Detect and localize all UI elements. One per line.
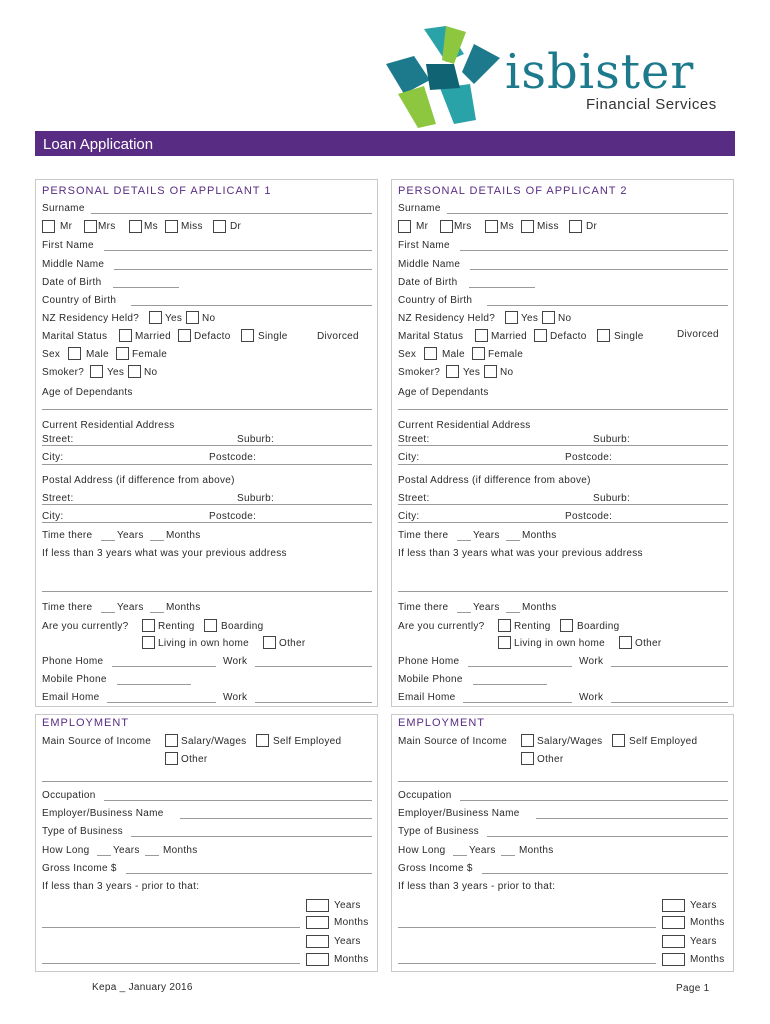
- middle-name-field[interactable]: [470, 269, 728, 270]
- email-home-field[interactable]: [107, 702, 216, 703]
- label: Years: [113, 845, 140, 856]
- title-bar: [35, 131, 735, 156]
- label: Other: [635, 638, 662, 649]
- label: Yes: [521, 313, 539, 324]
- label: Time there: [42, 602, 93, 613]
- employment-1-panel: [35, 714, 378, 972]
- label: Email Home: [42, 692, 100, 703]
- label: Work: [223, 692, 248, 703]
- label: NZ Residency Held?: [398, 313, 496, 324]
- months-field[interactable]: [150, 612, 164, 613]
- label: First Name: [398, 240, 450, 251]
- label: Surname: [42, 203, 85, 214]
- label: Female: [132, 349, 168, 360]
- label: Single: [258, 331, 288, 342]
- label: Years: [117, 530, 144, 541]
- country-field[interactable]: [131, 305, 372, 306]
- label: Dr: [230, 221, 242, 232]
- label: Employer/Business Name: [42, 808, 164, 819]
- label: How Long: [42, 845, 90, 856]
- miss-checkbox[interactable]: [165, 220, 178, 233]
- label: Marital Status: [398, 331, 464, 342]
- label: Boarding: [577, 621, 620, 632]
- email-work-field[interactable]: [255, 702, 372, 703]
- mrs-checkbox[interactable]: [440, 220, 453, 233]
- defacto-checkbox[interactable]: [534, 329, 547, 342]
- label: Country of Birth: [42, 295, 117, 306]
- label: Mr: [60, 221, 73, 232]
- label: City:: [42, 511, 64, 522]
- male-checkbox[interactable]: [424, 347, 437, 360]
- label: No: [144, 367, 158, 378]
- label: City:: [398, 511, 420, 522]
- label: Divorced: [677, 329, 719, 340]
- label: Single: [614, 331, 644, 342]
- how-long-months-field[interactable]: [145, 855, 159, 856]
- label: Street:: [398, 434, 430, 445]
- dob-field[interactable]: [469, 287, 535, 288]
- label: Defacto: [194, 331, 231, 342]
- label: Miss: [537, 221, 559, 232]
- prior-months-box[interactable]: [306, 916, 329, 929]
- married-checkbox[interactable]: [119, 329, 132, 342]
- label: Years: [334, 900, 361, 911]
- label: How Long: [398, 845, 446, 856]
- first-name-field[interactable]: [104, 250, 372, 251]
- prior-months-box[interactable]: [662, 916, 685, 929]
- label: Suburb:: [593, 434, 631, 445]
- label: Are you currently?: [398, 621, 485, 632]
- label: Miss: [181, 221, 203, 232]
- employer-field[interactable]: [180, 818, 372, 819]
- how-long-years-field[interactable]: [97, 855, 111, 856]
- single-checkbox[interactable]: [241, 329, 254, 342]
- label: Occupation: [42, 790, 96, 801]
- occupation-field[interactable]: [104, 800, 372, 801]
- label: If less than 3 years - prior to that:: [42, 881, 200, 892]
- smoker-no-checkbox[interactable]: [484, 365, 497, 378]
- isbister-logo-icon: [384, 24, 502, 128]
- label: Sex: [398, 349, 417, 360]
- previous-address-field[interactable]: [398, 591, 728, 592]
- female-checkbox[interactable]: [472, 347, 485, 360]
- how-long-years-field[interactable]: [453, 855, 467, 856]
- male-checkbox[interactable]: [68, 347, 81, 360]
- label: Suburb:: [237, 493, 275, 504]
- label: Occupation: [398, 790, 452, 801]
- label: Years: [117, 602, 144, 613]
- smoker-yes-checkbox[interactable]: [446, 365, 459, 378]
- label: First Name: [42, 240, 94, 251]
- page-number: Page 1: [676, 983, 710, 994]
- other-checkbox[interactable]: [263, 636, 276, 649]
- nz-yes-checkbox[interactable]: [149, 311, 162, 324]
- label: Current Residential Address: [398, 420, 531, 431]
- label: No: [202, 313, 216, 324]
- label: Other: [181, 754, 208, 765]
- label: Yes: [107, 367, 125, 378]
- label: Male: [86, 349, 109, 360]
- label: If less than 3 years - prior to that:: [398, 881, 556, 892]
- income-other-field[interactable]: [42, 781, 372, 782]
- defacto-checkbox[interactable]: [178, 329, 191, 342]
- label: No: [500, 367, 514, 378]
- other-checkbox[interactable]: [619, 636, 632, 649]
- label: Current Residential Address: [42, 420, 175, 431]
- salary-checkbox[interactable]: [165, 734, 178, 747]
- prior-employer-2-field[interactable]: [398, 963, 656, 964]
- email-home-field[interactable]: [463, 702, 572, 703]
- female-checkbox[interactable]: [116, 347, 129, 360]
- label: Postal Address (if difference from above): [398, 475, 591, 486]
- occupation-field[interactable]: [460, 800, 728, 801]
- phone-work-field[interactable]: [255, 666, 372, 667]
- months-field[interactable]: [150, 540, 164, 541]
- single-checkbox[interactable]: [597, 329, 610, 342]
- label: Self Employed: [273, 736, 342, 747]
- years-field[interactable]: [101, 612, 115, 613]
- label: Years: [469, 845, 496, 856]
- years-field[interactable]: [457, 540, 471, 541]
- label: Street:: [42, 493, 74, 504]
- label: Time there: [398, 602, 449, 613]
- label: Months: [690, 917, 725, 928]
- surname-field[interactable]: [447, 213, 728, 214]
- label: Middle Name: [42, 259, 105, 270]
- renting-checkbox[interactable]: [142, 619, 155, 632]
- nz-yes-checkbox[interactable]: [505, 311, 518, 324]
- how-long-months-field[interactable]: [501, 855, 515, 856]
- label: Type of Business: [42, 826, 123, 837]
- label: Dr: [586, 221, 598, 232]
- dob-field[interactable]: [113, 287, 179, 288]
- label: Mr: [416, 221, 429, 232]
- label: Years: [473, 602, 500, 613]
- country-field[interactable]: [487, 305, 728, 306]
- label: Months: [690, 954, 725, 965]
- label: Months: [522, 602, 557, 613]
- label: Mrs: [98, 221, 116, 232]
- label: Yes: [165, 313, 183, 324]
- label: Postcode:: [209, 511, 257, 522]
- postal-city-field[interactable]: [42, 522, 372, 523]
- city-field[interactable]: [42, 464, 372, 465]
- label: Years: [690, 900, 717, 911]
- email-work-field[interactable]: [611, 702, 728, 703]
- label: Years: [334, 936, 361, 947]
- label: Salary/Wages: [181, 736, 247, 747]
- label: Salary/Wages: [537, 736, 603, 747]
- months-field[interactable]: [506, 612, 520, 613]
- label: Are you currently?: [42, 621, 129, 632]
- label: If less than 3 years what was your previous address: [42, 548, 287, 559]
- label: Male: [442, 349, 465, 360]
- label: Sex: [42, 349, 61, 360]
- label: Yes: [463, 367, 481, 378]
- form-title: Loan Application: [43, 136, 154, 153]
- renting-checkbox[interactable]: [498, 619, 511, 632]
- prior-years-box-2[interactable]: [306, 935, 329, 948]
- boarding-checkbox[interactable]: [204, 619, 217, 632]
- label: Months: [166, 530, 201, 541]
- mobile-field[interactable]: [473, 684, 547, 685]
- postal-street-field[interactable]: [42, 504, 372, 505]
- label: Type of Business: [398, 826, 479, 837]
- type-business-field[interactable]: [131, 836, 372, 837]
- label: Date of Birth: [398, 277, 458, 288]
- married-checkbox[interactable]: [475, 329, 488, 342]
- label: Months: [334, 954, 369, 965]
- label: Employer/Business Name: [398, 808, 520, 819]
- label: Ms: [144, 221, 158, 232]
- label: Years: [473, 530, 500, 541]
- employer-field[interactable]: [536, 818, 728, 819]
- nz-no-checkbox[interactable]: [186, 311, 199, 324]
- label: If less than 3 years what was your previous address: [398, 548, 643, 559]
- label: Self Employed: [629, 736, 698, 747]
- label: Months: [334, 917, 369, 928]
- label: Renting: [158, 621, 195, 632]
- prior-employer-1-field[interactable]: [398, 927, 656, 928]
- dr-checkbox[interactable]: [213, 220, 226, 233]
- prior-months-box-2[interactable]: [662, 953, 685, 966]
- years-field[interactable]: [457, 612, 471, 613]
- phone-home-field[interactable]: [468, 666, 572, 667]
- label: No: [558, 313, 572, 324]
- label: Marital Status: [42, 331, 108, 342]
- own-home-checkbox[interactable]: [142, 636, 155, 649]
- prior-employer-2-field[interactable]: [42, 963, 300, 964]
- phone-home-field[interactable]: [112, 666, 216, 667]
- middle-name-field[interactable]: [114, 269, 372, 270]
- section-heading: PERSONAL DETAILS OF APPLICANT 1: [42, 185, 272, 197]
- gross-income-field[interactable]: [482, 873, 728, 874]
- prior-years-box[interactable]: [306, 899, 329, 912]
- boarding-checkbox[interactable]: [560, 619, 573, 632]
- label: Country of Birth: [398, 295, 473, 306]
- label: Mobile Phone: [398, 674, 463, 685]
- label: Divorced: [317, 331, 359, 342]
- label: Phone Home: [398, 656, 460, 667]
- type-business-field[interactable]: [487, 836, 728, 837]
- prior-employer-1-field[interactable]: [42, 927, 300, 928]
- label: Ms: [500, 221, 514, 232]
- postal-street-field[interactable]: [398, 504, 728, 505]
- ms-checkbox[interactable]: [485, 220, 498, 233]
- salary-checkbox[interactable]: [521, 734, 534, 747]
- label: Middle Name: [398, 259, 461, 270]
- previous-address-field[interactable]: [42, 591, 372, 592]
- label: Main Source of Income: [398, 736, 508, 747]
- prior-years-box[interactable]: [662, 899, 685, 912]
- brand-name: isbister: [505, 44, 695, 100]
- label: Date of Birth: [42, 277, 102, 288]
- brand-subtitle: Financial Services: [586, 96, 717, 113]
- label: Months: [522, 530, 557, 541]
- label: Smoker?: [398, 367, 441, 378]
- label: Smoker?: [42, 367, 85, 378]
- label: Mrs: [454, 221, 472, 232]
- self-employed-checkbox[interactable]: [612, 734, 625, 747]
- label: Female: [488, 349, 524, 360]
- label: City:: [398, 452, 420, 463]
- label: Years: [690, 936, 717, 947]
- age-dependants-field[interactable]: [398, 409, 728, 410]
- ms-checkbox[interactable]: [129, 220, 142, 233]
- label: Living in own home: [158, 638, 250, 649]
- months-field[interactable]: [506, 540, 520, 541]
- label: Surname: [398, 203, 441, 214]
- mobile-field[interactable]: [117, 684, 191, 685]
- age-dependants-field[interactable]: [42, 409, 372, 410]
- label: Renting: [514, 621, 551, 632]
- phone-work-field[interactable]: [611, 666, 728, 667]
- label: Postcode:: [209, 452, 257, 463]
- miss-checkbox[interactable]: [521, 220, 534, 233]
- city-field[interactable]: [398, 464, 728, 465]
- label: Defacto: [550, 331, 587, 342]
- prior-years-box-2[interactable]: [662, 935, 685, 948]
- income-other-field[interactable]: [398, 781, 728, 782]
- street-field[interactable]: [398, 445, 728, 446]
- label: Other: [537, 754, 564, 765]
- label: Age of Dependants: [398, 387, 489, 398]
- first-name-field[interactable]: [460, 250, 728, 251]
- label: Main Source of Income: [42, 736, 152, 747]
- self-employed-checkbox[interactable]: [256, 734, 269, 747]
- label: Age of Dependants: [42, 387, 133, 398]
- label: Other: [279, 638, 306, 649]
- label: Gross Income $: [42, 863, 117, 874]
- label: Postcode:: [565, 511, 613, 522]
- label: Months: [519, 845, 554, 856]
- smoker-no-checkbox[interactable]: [128, 365, 141, 378]
- nz-no-checkbox[interactable]: [542, 311, 555, 324]
- label: City:: [42, 452, 64, 463]
- own-home-checkbox[interactable]: [498, 636, 511, 649]
- label: Months: [166, 602, 201, 613]
- label: Work: [579, 656, 604, 667]
- label: Suburb:: [237, 434, 275, 445]
- label: Living in own home: [514, 638, 606, 649]
- label: Time there: [398, 530, 449, 541]
- label: Time there: [42, 530, 93, 541]
- label: Postcode:: [565, 452, 613, 463]
- employment-heading: EMPLOYMENT: [398, 717, 486, 729]
- label: Boarding: [221, 621, 264, 632]
- section-heading: PERSONAL DETAILS OF APPLICANT 2: [398, 185, 628, 197]
- postal-city-field[interactable]: [398, 522, 728, 523]
- label: Street:: [42, 434, 74, 445]
- years-field[interactable]: [101, 540, 115, 541]
- gross-income-field[interactable]: [126, 873, 372, 874]
- label: Work: [223, 656, 248, 667]
- label: Mobile Phone: [42, 674, 107, 685]
- street-field[interactable]: [42, 445, 372, 446]
- label: Street:: [398, 493, 430, 504]
- other-income-checkbox[interactable]: [521, 752, 534, 765]
- label: Phone Home: [42, 656, 104, 667]
- other-income-checkbox[interactable]: [165, 752, 178, 765]
- label: Gross Income $: [398, 863, 473, 874]
- label: Postal Address (if difference from above): [42, 475, 235, 486]
- employment-2-panel: [391, 714, 734, 972]
- footer-version: Kepa _ January 2016: [92, 982, 193, 993]
- smoker-yes-checkbox[interactable]: [90, 365, 103, 378]
- label: Suburb:: [593, 493, 631, 504]
- label: Married: [135, 331, 171, 342]
- mrs-checkbox[interactable]: [84, 220, 97, 233]
- surname-field[interactable]: [91, 213, 372, 214]
- label: NZ Residency Held?: [42, 313, 140, 324]
- mr-checkbox[interactable]: [42, 220, 55, 233]
- dr-checkbox[interactable]: [569, 220, 582, 233]
- employment-heading: EMPLOYMENT: [42, 717, 130, 729]
- label: Email Home: [398, 692, 456, 703]
- label: Married: [491, 331, 527, 342]
- prior-months-box-2[interactable]: [306, 953, 329, 966]
- label: Work: [579, 692, 604, 703]
- mr-checkbox[interactable]: [398, 220, 411, 233]
- label: Months: [163, 845, 198, 856]
